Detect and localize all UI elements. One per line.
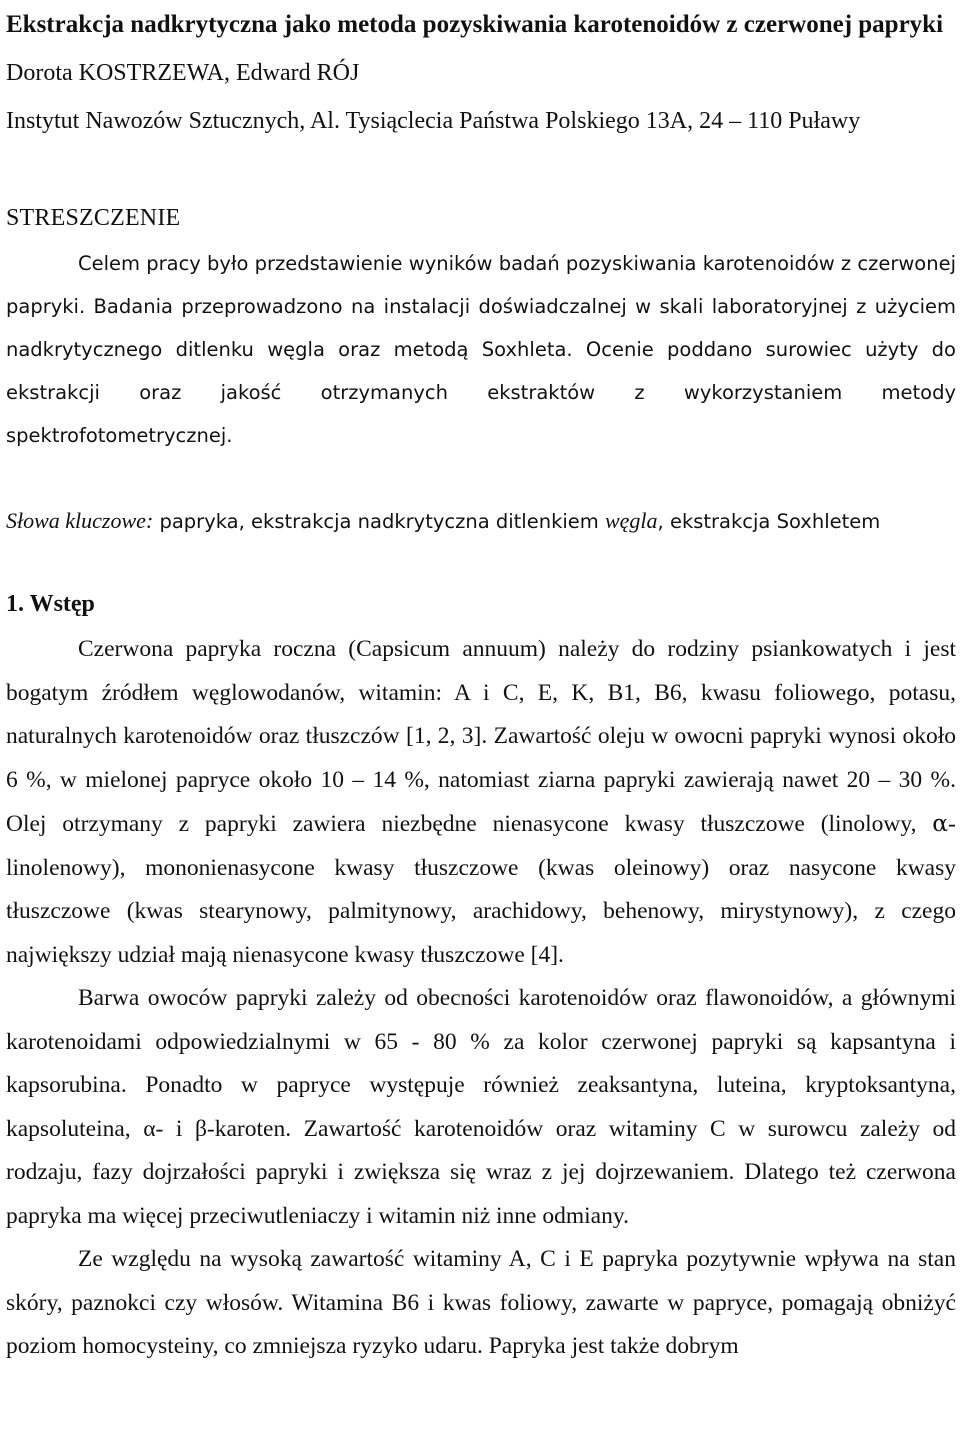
paragraph-3-text: Ze względu na wysoką zawartość witaminy A, C i E papryka pozytywnie wpływa na stan skóry, paznokci czy włosów. Witamina B6 i kwas foliowy, zawarte w papryce, pomagają obniżyć poziom homocysteiny, co zmniejsza ryzyko udaru. Papryka jest także dobrym	[6, 1246, 956, 1359]
abstract-heading: STRESZCZENIE	[6, 205, 181, 231]
keywords-colon: :	[145, 508, 154, 533]
paper-title: Ekstrakcja nadkrytyczna jako metoda pozyskiwania karotenoidów z czerwonej papryki	[6, 11, 944, 38]
affiliation: Instytut Nawozów Sztucznych, Al. Tysiąclecia Państwa Polskiego 13A, 24 – 110 Puławy	[6, 108, 861, 134]
keywords-line	[6, 499, 956, 543]
paragraph-2	[6, 977, 956, 1238]
paragraph-1-part-b: -linolenowy), mononienasycone kwasy tłuszczowe (kwas oleinowy) oraz nasycone kwasy tłuszczowe (kwas stearynowy, palmitynowy, arachidowy, behenowy, mirystynowy), z czego największy udział mają nienasycone kwasy tłuszczowe [4].	[6, 811, 956, 968]
paragraph-3	[6, 1238, 956, 1369]
paragraph-1	[6, 628, 956, 977]
paragraph-1-part-a: Czerwona papryka roczna (Capsicum annuum) należy do rodziny psiankowatych i jest bogatym źródłem węglowodanów, witamin: A i C, E, K, B1, B6, kwasu foliowego, potasu, naturalnych karotenoidów oraz tłuszczów [1, 2, 3]. Zawartość oleju w owocni papryki wynosi około 6 %, w mielonej papryce około 10 – 14 %, natomiast ziarna papryki zawierają nawet 20 – 30 %. Olej otrzymany z papryki zawiera niezbędne nienasycone kwasy tłuszczowe (linolowy,	[6, 636, 956, 837]
abstract-body: Celem pracy było przedstawienie wyników badań pozyskiwania karotenoidów z czerwonej papryki. Badania przeprowadzono na instalacji doświadczalnej w skali laboratoryjnej z użyciem nadkrytycznego ditlenku węgla oraz metodą Soxhleta. Ocenie poddano surowiec użyty do ekstrakcji oraz jakość otrzymanych ekstraktów z wykorzystaniem metody spektrofotometrycznej.	[6, 252, 956, 447]
keywords-italic: węgla	[604, 508, 658, 533]
keywords-label: Słowa kluczowe	[6, 508, 146, 533]
paragraph-2-text: Barwa owoców papryki zależy od obecności karotenoidów oraz flawonoidów, a głównymi karotenoidami odpowiedzialnymi w 65 - 80 % za kolor czerwonej papryki są kapsantyna i kapsorubina. Ponadto w papryce występuje również zeaksantyna, luteina, kryptoksantyna, kapsoluteina, α- i β-karoten. Zawartość karotenoidów oraz witaminy C w surowcu zależy od rodzaju, fazy dojrzałości papryki i zwiększa się wraz z jej dojrzewaniem. Dlatego też czerwona papryka ma więcej przeciwutleniaczy i witamin niż inne odmiany.	[6, 985, 956, 1229]
abstract-text	[6, 242, 956, 457]
document-page	[6, 0, 956, 1369]
author-list: Dorota KOSTRZEWA, Edward RÓJ	[6, 60, 360, 86]
section-heading: 1. Wstęp	[6, 591, 95, 617]
alpha-symbol: α	[932, 809, 949, 837]
keywords-part1: papryka, ekstrakcja nadkrytyczna ditlenkiem	[159, 510, 599, 533]
keywords-part3: , ekstrakcja Soxhletem	[657, 510, 881, 533]
